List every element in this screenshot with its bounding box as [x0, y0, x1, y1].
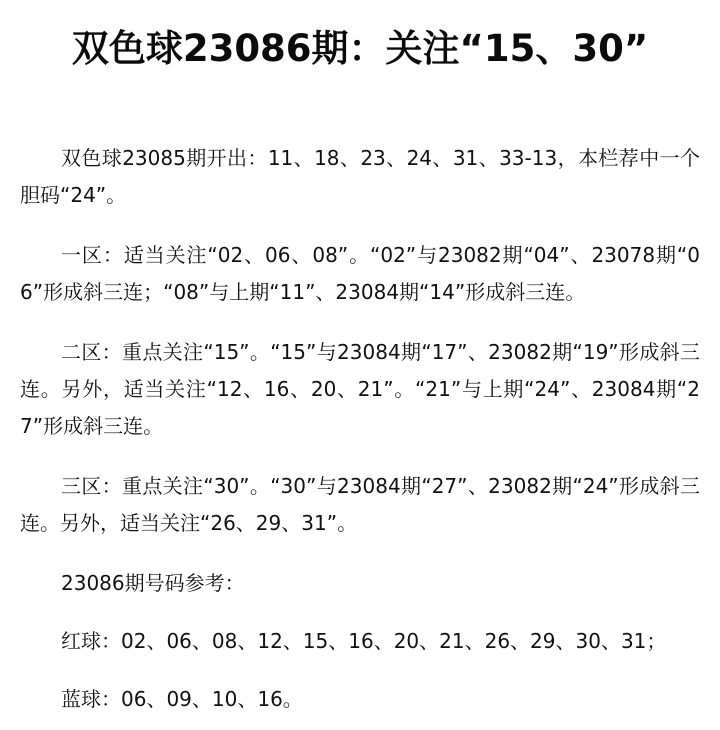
red-ball-reference: 红球：02、06、08、12、15、16、20、21、26、29、30、31； — [61, 629, 667, 653]
reference-heading: 23086期号码参考： — [61, 571, 245, 595]
zone-three-paragraph: 三区：重点关注“30”。“30”与23084期“27”、23082期“24”形成斜三连。另外，适当关注“26、29、31”。 — [20, 474, 700, 535]
article-title: 双色球23086期：关注“15、30” — [71, 27, 649, 70]
blue-ball-reference: 蓝球：06、09、10、16。 — [61, 687, 303, 711]
draw-result-paragraph: 双色球23085期开出：11、18、23、24、31、33-13，本栏荐中一个胆码“24”。 — [20, 146, 700, 207]
article-body — [0, 140, 720, 718]
zone-two-paragraph: 二区：重点关注“15”。“15”与23084期“17”、23082期“19”形成斜三连。另外，适当关注“12、16、20、21”。“21”与上期“24”、23084期“27”形成斜三连。 — [20, 340, 700, 438]
zone-one-paragraph: 一区：适当关注“02、06、08”。“02”与23082期“04”、23078期“06”形成斜三连；“08”与上期“11”、23084期“14”形成斜三连。 — [20, 243, 700, 304]
